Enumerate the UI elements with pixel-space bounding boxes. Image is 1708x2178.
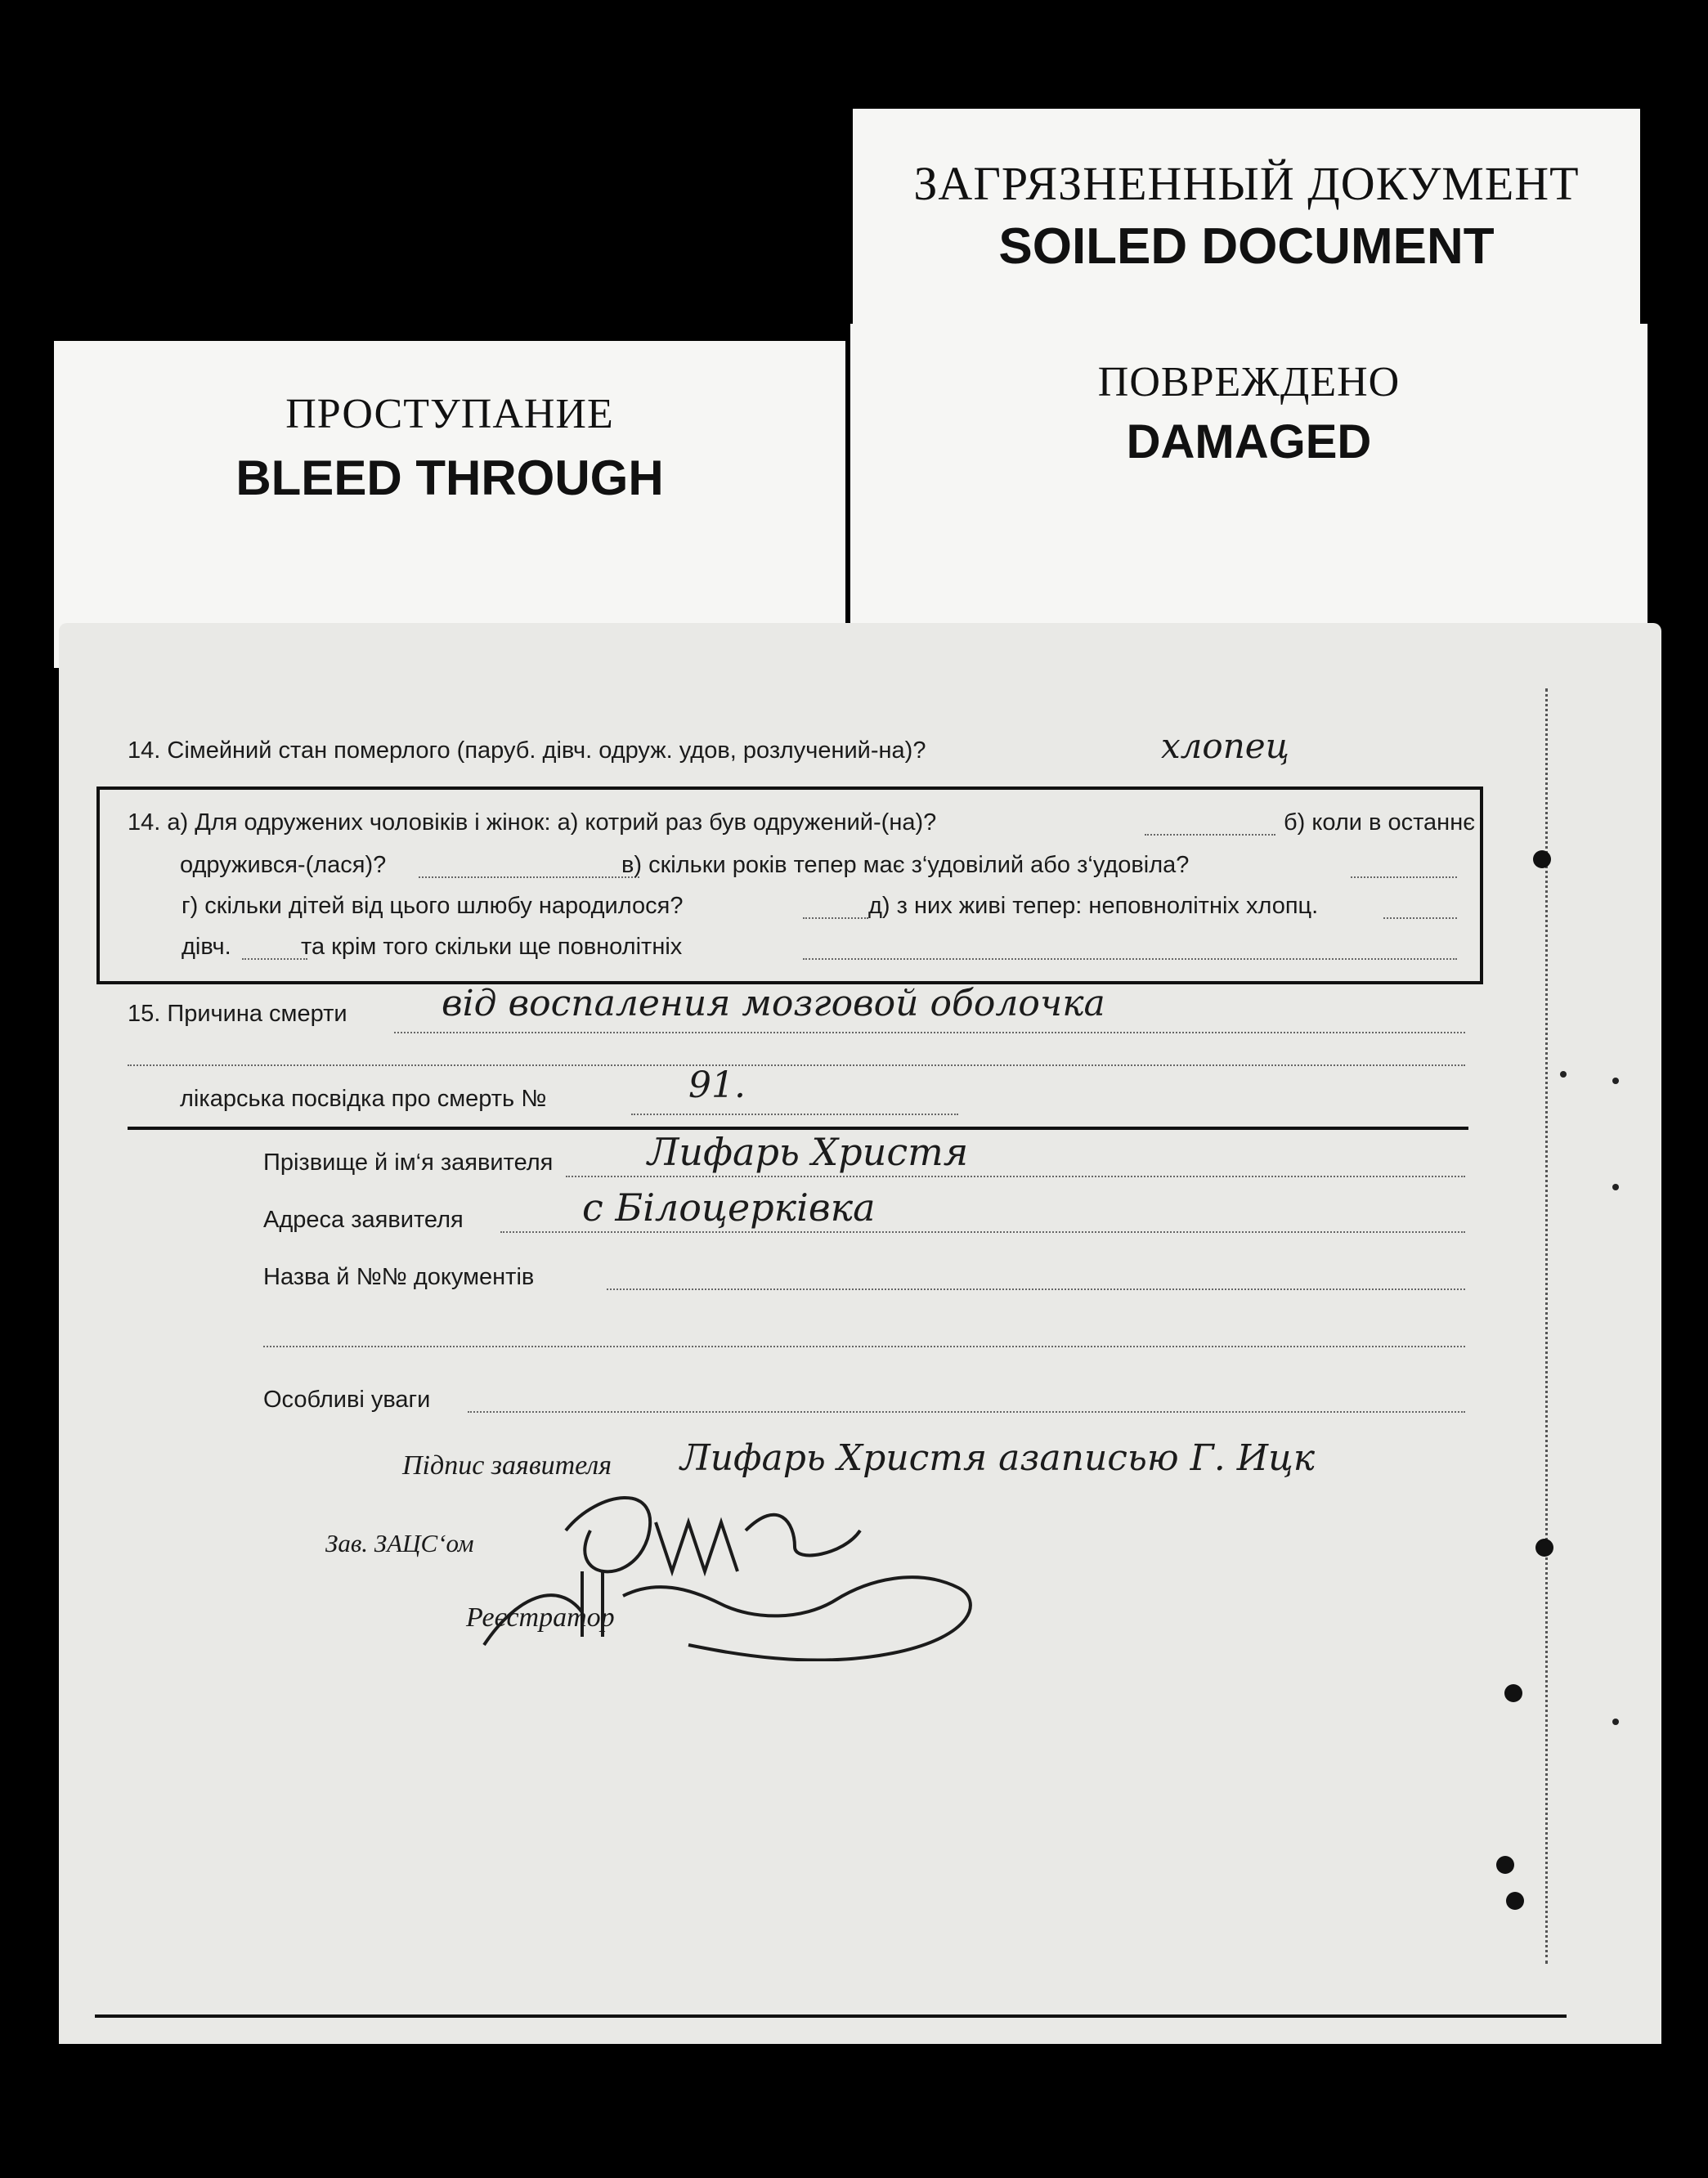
dotted-line <box>394 1032 1465 1033</box>
dotted-line <box>566 1176 1465 1177</box>
signature-value: Лифарь Христя азаписью Г. Ицк <box>680 1437 1316 1479</box>
item-14a-line3a: г) скільки дітей від цього шлюбу народилося? <box>182 893 684 919</box>
dotted-line <box>1145 834 1275 836</box>
item-15-value: від воспаления мозговой оболочка <box>442 983 1105 1024</box>
dotted-line <box>631 1114 958 1115</box>
speck <box>1612 1078 1619 1084</box>
dotted-line <box>128 1064 1465 1066</box>
damaged-label-card <box>850 324 1647 667</box>
item-14a-line1b: б) коли в останнє <box>1284 809 1476 836</box>
form-page <box>59 623 1661 2044</box>
dotted-line <box>803 958 1457 960</box>
speck <box>1612 1719 1619 1725</box>
head-label: Зав. ЗАЦС‘ом <box>325 1529 474 1557</box>
item-14a-line2b: в) скільки років тепер має з‘удовілий або з‘удовіла? <box>621 852 1190 878</box>
item-14-value: хлопец <box>1161 726 1289 766</box>
dotted-line <box>1351 876 1457 878</box>
damaged-label-ru: ПОВРЕЖДЕНО <box>1097 359 1401 406</box>
dotted-line <box>419 876 639 878</box>
binder-hole <box>1504 1684 1522 1702</box>
speck <box>1560 1071 1567 1078</box>
item-14-label: 14. Сімейний стан померлого (паруб. дівч. одруж. удов, розлучений-на)? <box>128 737 926 764</box>
dotted-line <box>263 1346 1465 1347</box>
soiled-document-label-card <box>853 109 1640 354</box>
certificate-label: лікарська посвідка про смерть № <box>180 1086 547 1112</box>
documents-label: Назва й №№ документів <box>263 1264 535 1290</box>
remarks-label: Особливі уваги <box>263 1387 431 1413</box>
dotted-line <box>607 1288 1465 1290</box>
binder-hole <box>1496 1856 1514 1874</box>
item-15-label: 15. Причина смерти <box>128 1001 347 1027</box>
dotted-line <box>1383 917 1457 919</box>
bottom-rule <box>95 2014 1567 2018</box>
item-14a-line1: 14. а) Для одружених чоловіків і жінок: а) котрий раз був одружений-(на)? <box>128 809 937 836</box>
registrar-label: Реєстратор <box>466 1602 615 1633</box>
certificate-value: 91. <box>688 1064 746 1106</box>
speck <box>1612 1184 1619 1190</box>
binder-hole <box>1506 1892 1524 1910</box>
item-14a-line2a: одружився-(лася)? <box>180 852 387 878</box>
perforation-line <box>1545 688 1548 1964</box>
applicant-name-label: Прізвище й ім‘я заявителя <box>263 1150 554 1176</box>
official-signature-scrawl <box>468 1473 1122 1661</box>
dotted-line <box>468 1411 1465 1413</box>
bleed-label-en: BLEED THROUGH <box>235 450 664 505</box>
applicant-address-value: с Білоцерківка <box>582 1185 876 1230</box>
applicant-name-value: Лифарь Христя <box>648 1130 969 1174</box>
item-14a-line4b: та крім того скільки ще повнолітніх <box>301 934 683 960</box>
dotted-line <box>500 1231 1465 1233</box>
bleed-label-ru: ПРОСТУПАНИЕ <box>285 391 614 437</box>
dotted-line <box>242 958 307 960</box>
binder-hole <box>1533 850 1551 868</box>
damaged-label-en: DAMAGED <box>1126 415 1372 468</box>
soiled-label-en: SOILED DOCUMENT <box>998 218 1495 275</box>
signature-label: Підпис заявителя <box>402 1450 612 1481</box>
applicant-address-label: Адреса заявителя <box>263 1207 464 1233</box>
bleed-through-label-card <box>54 341 845 668</box>
item-14a-line3b: д) з них живі тепер: неповнолітніх хлопц. <box>868 893 1319 919</box>
dotted-line <box>803 917 868 919</box>
binder-hole <box>1535 1539 1553 1557</box>
item-14a-line4a: дівч. <box>182 934 231 960</box>
soiled-label-ru: ЗАГРЯЗНЕННЫЙ ДОКУМЕНТ <box>913 157 1580 210</box>
